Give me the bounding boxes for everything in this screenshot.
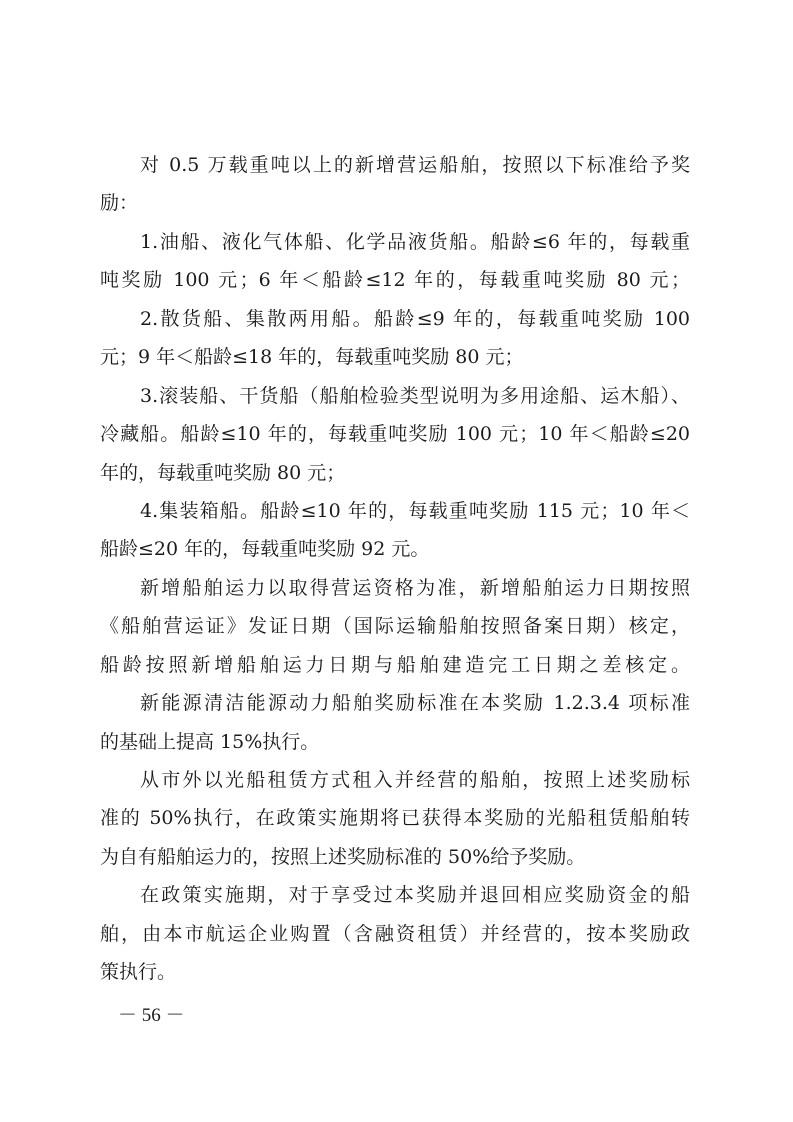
text-line: 吨奖励 100 元；6 年＜船龄≤12 年的，每载重吨奖励 80 元； (100, 269, 690, 292)
text-line: 船龄≤20 年的，每载重吨奖励 92 元。 (100, 538, 430, 561)
page-number: － 56 － (118, 1005, 185, 1026)
text-line: 策执行。 (100, 961, 177, 984)
text-line: 新增船舶运力以取得营运资格为准，新增船舶运力日期按照 (140, 576, 690, 599)
document-body (100, 146, 690, 992)
text-line: 为自有船舶运力的，按照上述奖励标准的 50%给予奖励。 (100, 845, 586, 868)
text-line: 船龄按照新增船舶运力日期与船舶建造完工日期之差核定。 (100, 653, 690, 676)
text-line: 元；9 年＜船龄≤18 年的，每载重吨奖励 80 元； (100, 346, 524, 369)
text-line: 《船舶营运证》发证日期（国际运输船舶按照备案日期）核定， (100, 615, 690, 638)
text-line: 冷藏船。船龄≤10 年的，每载重吨奖励 100 元；10 年＜船龄≤20 (100, 423, 690, 446)
text-line: 的基础上提高 15%执行。 (100, 730, 320, 753)
text-line: 3.滚装船、干货船（船舶检验类型说明为多用途船、运木船）、 (140, 384, 690, 407)
text-line: 在政策实施期，对于享受过本奖励并退回相应奖励资金的船 (140, 884, 690, 907)
text-line: 1.油船、液化气体船、化学品液货船。船龄≤6 年的，每载重 (140, 230, 690, 253)
text-line: 从市外以光船租赁方式租入并经营的船舶，按照上述奖励标 (140, 769, 690, 791)
text-line: 年的，每载重吨奖励 80 元； (100, 461, 346, 484)
text-line: 新能源清洁能源动力船舶奖励标准在本奖励 1.2.3.4 项标准 (140, 692, 690, 715)
text-line: 对 0.5 万载重吨以上的新增营运船舶，按照以下标准给予奖 (140, 154, 690, 176)
text-line: 2.散货船、集散两用船。船龄≤9 年的，每载重吨奖励 100 (140, 307, 690, 330)
text-line: 4.集装箱船。船龄≤10 年的，每载重吨奖励 115 元；10 年＜ (140, 499, 690, 522)
text-line: 准的 50%执行，在政策实施期将已获得本奖励的光船租赁船舶转 (100, 807, 690, 830)
text-line: 励： (100, 192, 139, 215)
text-line: 舶，由本市航运企业购置（含融资租赁）并经营的，按本奖励政 (100, 922, 690, 945)
